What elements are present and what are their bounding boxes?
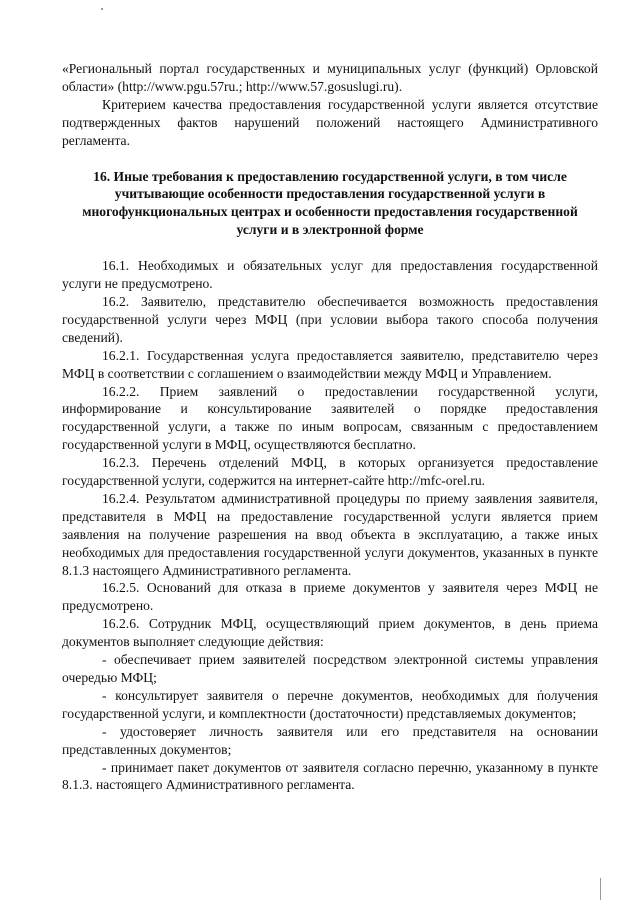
scan-speck [101, 8, 103, 10]
list-item: - консультирует заявителя о перечне документов, необходимых для получения государственной услуги, и комплектности (достаточности) представляемых документов; [62, 687, 598, 721]
paragraph-16-2-4: 16.2.4. Результатом административной процедуры по приему заявления заявителя, представителя в МФЦ на предоставление государственной услуги является прием заявления на получение разрешения на ввод объекта в эксплуатацию, а также иных необходимых для предоставления государственной услуги документов, указанных в пункте 8.1.3 настоящего Административного регламента. [62, 490, 598, 578]
scan-edge-mark [600, 878, 601, 900]
paragraph-16-2-3: 16.2.3. Перечень отделений МФЦ, в которых организуется предоставление государственной услуги, содержится на интернет-сайте http://mfc-orel.ru. [62, 455, 598, 489]
paragraph-16-2-6: 16.2.6. Сотрудник МФЦ, осуществляющий прием документов, в день приема документов выполняет следующие действия: [62, 616, 598, 650]
paragraph-quality-criterion: Критерием качества предоставления государственной услуги является отсутствие подтвержденных фактов нарушений положений настоящего Административного регламента. [62, 96, 598, 148]
paragraph-16-2-2: 16.2.2. Прием заявлений о предоставлении государственной услуги, информирование и консультирование заявителей о порядке предоставления государственной услуги, а также по иным вопросам, связанным с предоставлением государственной услуги в МФЦ, осуществляются бесплатно. [62, 383, 598, 453]
list-item: - удостоверяет личность заявителя или его представителя на основании представленных документов; [62, 723, 598, 757]
paragraph-16-2-5: 16.2.5. Оснований для отказа в приеме документов у заявителя через МФЦ не предусмотрено. [62, 580, 598, 614]
list-item: - принимает пакет документов от заявителя согласно перечню, указанному в пункте 8.1.3. настоящего Административного регламента. [62, 759, 598, 793]
list-item: - обеспечивает прием заявителей посредством электронной системы управления очередью МФЦ; [62, 652, 598, 685]
paragraph-16-2-1: 16.2.1. Государственная услуга предоставляется заявителю, представителю через МФЦ в соответствии с соглашением о взаимодействии между МФЦ и Управлением. [62, 347, 598, 381]
paragraph-portal: «Региональный портал государственных и муниципальных услуг (функций) Орловской области» (http://www.pgu.57ru.; http://www.57.gosuslugi.ru). [62, 61, 598, 94]
section-heading: 16. Иные требования к предоставлению государственной услуги, в том числе учитывающие особенности предоставления государственной услуги в многофункциональных центрах и особенности предоставления государственной услуги и в электронной форме [82, 168, 578, 238]
paragraph-16-1: 16.1. Необходимых и обязательных услуг для предоставления государственной услуги не предусмотрено. [62, 258, 598, 292]
paragraph-16-2: 16.2. Заявителю, представителю обеспечивается возможность предоставления государственной услуги через МФЦ (при условии выбора такого способа получения сведений). [62, 293, 598, 345]
document-body [62, 60, 598, 794]
